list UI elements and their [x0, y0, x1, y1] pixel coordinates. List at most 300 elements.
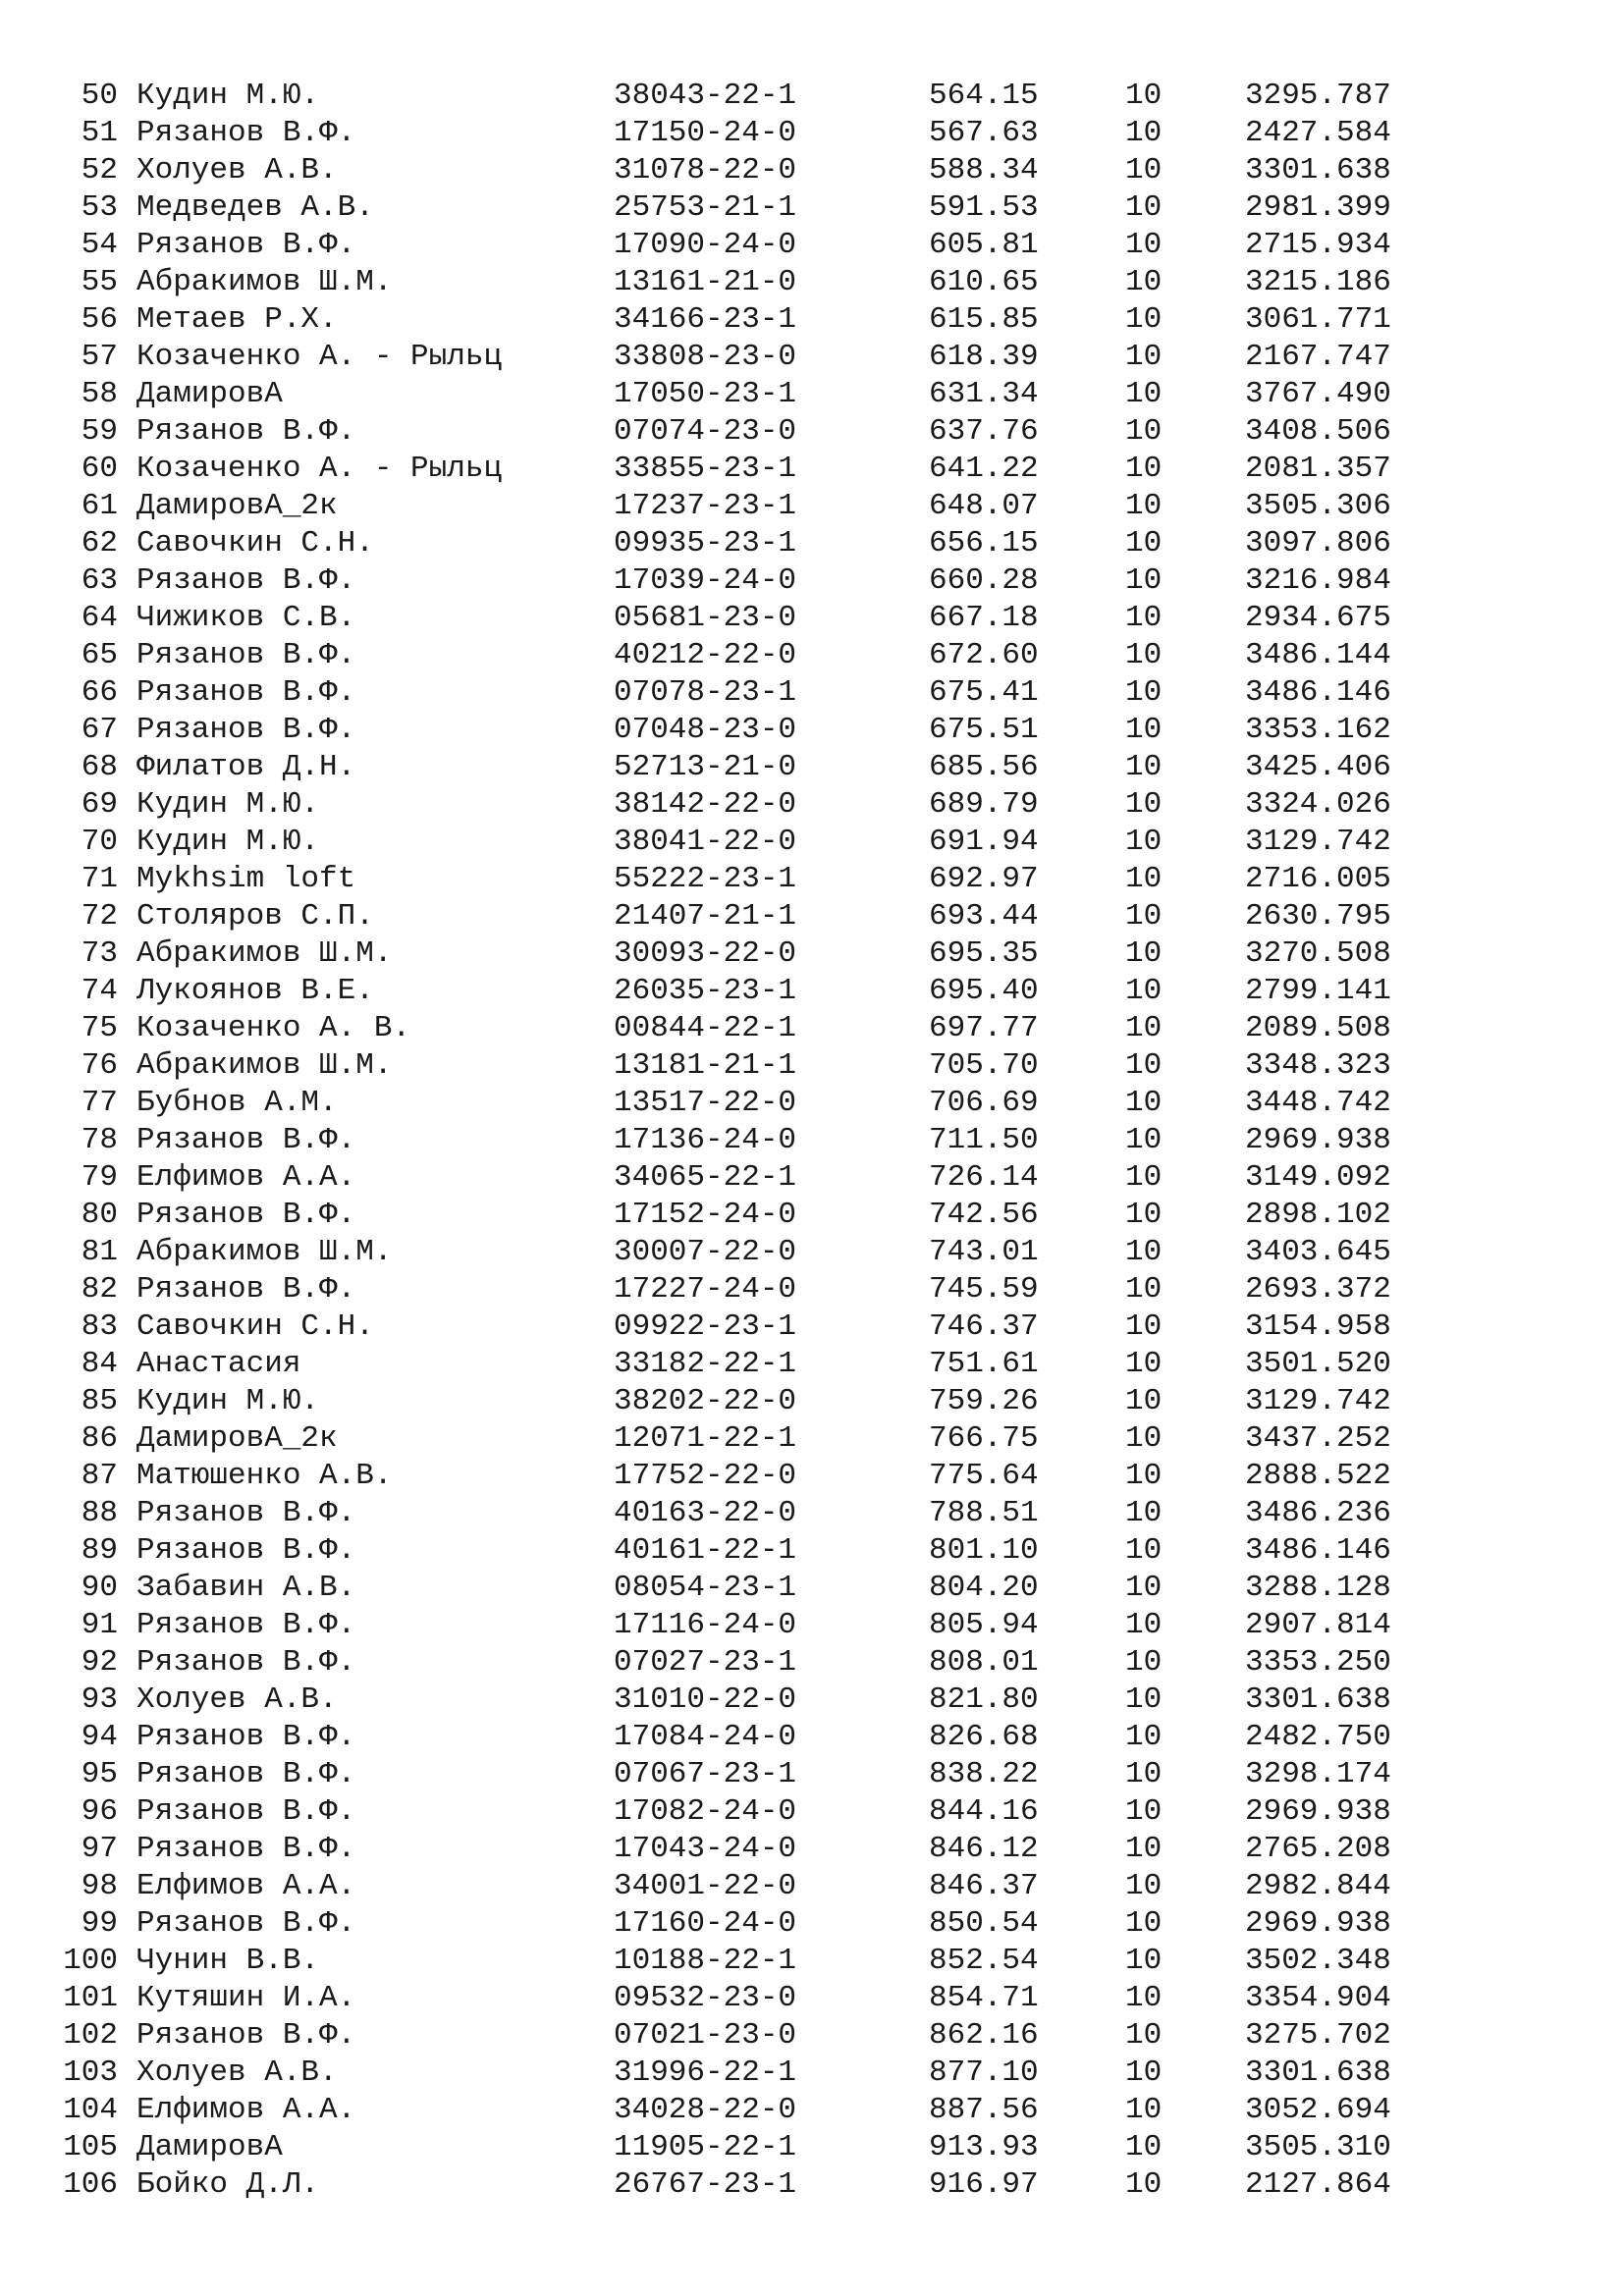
row-rank: 82: [81, 1272, 118, 1307]
list-item: [0, 674, 1624, 712]
row-count: 10: [1125, 974, 1163, 1008]
row-name: Чунин В.В.: [136, 1944, 320, 1978]
row-name: Абракимов Ш.М.: [136, 936, 393, 971]
row-rank: 85: [81, 1384, 118, 1418]
row-count: 10: [1125, 1944, 1163, 1978]
row-score: 3295.787: [1245, 79, 1391, 113]
row-count: 10: [1125, 1160, 1163, 1195]
row-time: 804.20: [929, 1571, 1039, 1605]
row-score: 2716.005: [1245, 862, 1391, 896]
row-time: 801.10: [929, 1533, 1039, 1568]
row-rank: 78: [81, 1123, 118, 1157]
row-score: 3505.310: [1245, 2130, 1391, 2164]
list-item: [0, 1234, 1624, 1271]
row-time: 726.14: [929, 1160, 1039, 1195]
row-name: Козаченко А. - Рыльц: [136, 452, 503, 486]
list-item: [0, 1197, 1624, 1234]
row-code: 52713-21-0: [614, 750, 797, 784]
row-name: Рязанов В.Ф.: [136, 1496, 356, 1530]
row-name: Рязанов В.Ф.: [136, 1608, 356, 1642]
row-code: 07027-23-1: [614, 1645, 797, 1680]
row-count: 10: [1125, 377, 1163, 411]
row-score: 3061.771: [1245, 302, 1391, 337]
row-score: 3301.638: [1245, 153, 1391, 187]
row-code: 31078-22-0: [614, 153, 797, 187]
row-time: 887.56: [929, 2093, 1039, 2127]
list-item: [0, 1085, 1624, 1122]
row-name: Бубнов А.М.: [136, 1086, 338, 1120]
row-name: Рязанов В.Ф.: [136, 563, 356, 598]
row-name: Елфимов А.А.: [136, 1160, 356, 1195]
row-name: Савочкин С.Н.: [136, 526, 374, 561]
row-name: Кудин М.Ю.: [136, 825, 320, 859]
row-count: 10: [1125, 675, 1163, 710]
row-count: 10: [1125, 228, 1163, 262]
row-time: 610.65: [929, 265, 1039, 299]
row-time: 844.16: [929, 1794, 1039, 1829]
row-code: 17116-24-0: [614, 1608, 797, 1642]
row-count: 10: [1125, 1421, 1163, 1456]
row-time: 615.85: [929, 302, 1039, 337]
row-time: 838.22: [929, 1757, 1039, 1791]
row-code: 38041-22-0: [614, 825, 797, 859]
row-score: 3408.506: [1245, 414, 1391, 449]
list-item: [0, 152, 1624, 189]
row-time: 648.07: [929, 489, 1039, 523]
row-rank: 54: [81, 228, 118, 262]
row-score: 3403.645: [1245, 1235, 1391, 1269]
row-count: 10: [1125, 899, 1163, 934]
list-item: [0, 562, 1624, 600]
row-code: 31010-22-0: [614, 1682, 797, 1717]
row-rank: 100: [63, 1944, 118, 1978]
row-name: Холуев А.В.: [136, 1682, 338, 1717]
row-code: 09935-23-1: [614, 526, 797, 561]
row-rank: 64: [81, 601, 118, 635]
row-rank: 95: [81, 1757, 118, 1791]
list-item: [0, 1719, 1624, 1756]
row-score: 3501.520: [1245, 1347, 1391, 1381]
row-time: 846.12: [929, 1832, 1039, 1866]
row-count: 10: [1125, 340, 1163, 374]
row-name: Филатов Д.Н.: [136, 750, 356, 784]
row-rank: 98: [81, 1869, 118, 1903]
row-code: 07074-23-0: [614, 414, 797, 449]
row-count: 10: [1125, 1682, 1163, 1717]
list-item: [0, 786, 1624, 824]
row-score: 2898.102: [1245, 1198, 1391, 1232]
row-count: 10: [1125, 1757, 1163, 1791]
row-rank: 80: [81, 1198, 118, 1232]
row-rank: 50: [81, 79, 118, 113]
row-time: 689.79: [929, 787, 1039, 822]
row-rank: 76: [81, 1048, 118, 1083]
row-name: Козаченко А. В.: [136, 1011, 411, 1045]
list-item: [0, 2166, 1624, 2204]
list-item: [0, 488, 1624, 525]
row-time: 695.35: [929, 936, 1039, 971]
list-item: [0, 1010, 1624, 1047]
row-score: 2715.934: [1245, 228, 1391, 262]
row-score: 3437.252: [1245, 1421, 1391, 1456]
row-name: Кудин М.Ю.: [136, 1384, 320, 1418]
row-score: 3486.236: [1245, 1496, 1391, 1530]
row-rank: 57: [81, 340, 118, 374]
row-name: Рязанов В.Ф.: [136, 1198, 356, 1232]
row-count: 10: [1125, 2018, 1163, 2053]
list-item: [0, 935, 1624, 973]
row-score: 3275.702: [1245, 2018, 1391, 2053]
row-time: 705.70: [929, 1048, 1039, 1083]
list-item: [0, 413, 1624, 451]
row-score: 2765.208: [1245, 1832, 1391, 1866]
list-item: [0, 1383, 1624, 1420]
row-rank: 89: [81, 1533, 118, 1568]
row-name: Абракимов Ш.М.: [136, 1235, 393, 1269]
row-name: Холуев А.В.: [136, 2056, 338, 2090]
row-count: 10: [1125, 265, 1163, 299]
list-item: [0, 264, 1624, 301]
row-score: 2907.814: [1245, 1608, 1391, 1642]
row-score: 2969.938: [1245, 1906, 1391, 1941]
row-code: 05681-23-0: [614, 601, 797, 635]
row-time: 826.68: [929, 1720, 1039, 1754]
row-time: 862.16: [929, 2018, 1039, 2053]
row-time: 742.56: [929, 1198, 1039, 1232]
row-code: 17237-23-1: [614, 489, 797, 523]
row-score: 3348.323: [1245, 1048, 1391, 1083]
row-name: ДамировА: [136, 2130, 283, 2164]
row-score: 2934.675: [1245, 601, 1391, 635]
list-item: [0, 1047, 1624, 1085]
row-score: 3215.186: [1245, 265, 1391, 299]
row-code: 34001-22-0: [614, 1869, 797, 1903]
row-rank: 73: [81, 936, 118, 971]
row-rank: 105: [63, 2130, 118, 2164]
row-rank: 96: [81, 1794, 118, 1829]
list-item: [0, 78, 1624, 115]
row-name: ДамировА_2к: [136, 1421, 338, 1456]
row-rank: 86: [81, 1421, 118, 1456]
row-score: 3425.406: [1245, 750, 1391, 784]
row-time: 618.39: [929, 340, 1039, 374]
row-count: 10: [1125, 862, 1163, 896]
row-count: 10: [1125, 414, 1163, 449]
row-count: 10: [1125, 526, 1163, 561]
row-time: 692.97: [929, 862, 1039, 896]
row-count: 10: [1125, 1123, 1163, 1157]
row-time: 808.01: [929, 1645, 1039, 1680]
row-time: 697.77: [929, 1011, 1039, 1045]
row-count: 10: [1125, 1869, 1163, 1903]
row-score: 2167.747: [1245, 340, 1391, 374]
row-score: 3288.128: [1245, 1571, 1391, 1605]
row-rank: 101: [63, 1981, 118, 2015]
row-code: 13181-21-1: [614, 1048, 797, 1083]
row-code: 17150-24-0: [614, 116, 797, 150]
row-count: 10: [1125, 1571, 1163, 1605]
row-name: Рязанов В.Ф.: [136, 414, 356, 449]
row-code: 38202-22-0: [614, 1384, 797, 1418]
row-code: 17082-24-0: [614, 1794, 797, 1829]
row-score: 3154.958: [1245, 1309, 1391, 1344]
row-rank: 87: [81, 1459, 118, 1493]
row-code: 10188-22-1: [614, 1944, 797, 1978]
list-item: [0, 2129, 1624, 2166]
row-name: Рязанов В.Ф.: [136, 1906, 356, 1941]
row-time: 852.54: [929, 1944, 1039, 1978]
row-rank: 68: [81, 750, 118, 784]
row-rank: 88: [81, 1496, 118, 1530]
row-name: Лукоянов В.Е.: [136, 974, 374, 1008]
row-count: 10: [1125, 1198, 1163, 1232]
row-code: 13161-21-0: [614, 265, 797, 299]
row-score: 2127.864: [1245, 2167, 1391, 2202]
row-rank: 81: [81, 1235, 118, 1269]
list-item: [0, 525, 1624, 562]
row-code: 40212-22-0: [614, 638, 797, 672]
row-score: 3301.638: [1245, 1682, 1391, 1717]
row-name: Забавин А.В.: [136, 1571, 356, 1605]
row-score: 3767.490: [1245, 377, 1391, 411]
list-item: [0, 1159, 1624, 1197]
row-code: 17043-24-0: [614, 1832, 797, 1866]
row-count: 10: [1125, 750, 1163, 784]
row-count: 10: [1125, 1048, 1163, 1083]
row-count: 10: [1125, 2056, 1163, 2090]
list-item: [0, 1868, 1624, 1905]
row-score: 3353.250: [1245, 1645, 1391, 1680]
row-time: 916.97: [929, 2167, 1039, 2202]
list-item: [0, 1943, 1624, 1980]
row-name: Рязанов В.Ф.: [136, 713, 356, 747]
row-code: 38043-22-1: [614, 79, 797, 113]
row-score: 2982.844: [1245, 1869, 1391, 1903]
row-rank: 67: [81, 713, 118, 747]
list-item: [0, 2092, 1624, 2129]
row-time: 746.37: [929, 1309, 1039, 1344]
row-count: 10: [1125, 190, 1163, 225]
list-item: [0, 861, 1624, 898]
row-time: 675.51: [929, 713, 1039, 747]
list-item: [0, 1905, 1624, 1943]
row-time: 805.94: [929, 1608, 1039, 1642]
row-score: 2427.584: [1245, 116, 1391, 150]
row-count: 10: [1125, 452, 1163, 486]
row-score: 2969.938: [1245, 1794, 1391, 1829]
row-code: 55222-23-1: [614, 862, 797, 896]
row-count: 10: [1125, 1645, 1163, 1680]
row-code: 17752-22-0: [614, 1459, 797, 1493]
row-name: Рязанов В.Ф.: [136, 675, 356, 710]
row-rank: 53: [81, 190, 118, 225]
list-item: [0, 1980, 1624, 2017]
row-name: Абракимов Ш.М.: [136, 265, 393, 299]
list-item: [0, 1682, 1624, 1719]
row-count: 10: [1125, 638, 1163, 672]
row-name: Рязанов В.Ф.: [136, 1272, 356, 1307]
row-rank: 69: [81, 787, 118, 822]
list-item: [0, 1831, 1624, 1868]
row-name: Кутяшин И.А.: [136, 1981, 356, 2015]
list-item: [0, 1308, 1624, 1346]
row-count: 10: [1125, 1309, 1163, 1344]
row-count: 10: [1125, 1981, 1163, 2015]
row-name: Столяров С.П.: [136, 899, 374, 934]
row-code: 21407-21-1: [614, 899, 797, 934]
row-code: 31996-22-1: [614, 2056, 797, 2090]
list-item: [0, 227, 1624, 264]
row-name: Медведев А.В.: [136, 190, 374, 225]
row-name: Рязанов В.Ф.: [136, 1832, 356, 1866]
row-code: 07067-23-1: [614, 1757, 797, 1791]
list-item: [0, 973, 1624, 1010]
row-name: Абракимов Ш.М.: [136, 1048, 393, 1083]
row-rank: 71: [81, 862, 118, 896]
row-code: 07021-23-0: [614, 2018, 797, 2053]
row-name: Кудин М.Ю.: [136, 787, 320, 822]
row-name: Рязанов В.Ф.: [136, 1720, 356, 1754]
row-name: Савочкин С.Н.: [136, 1309, 374, 1344]
row-code: 17050-23-1: [614, 377, 797, 411]
row-rank: 72: [81, 899, 118, 934]
list-item: [0, 1793, 1624, 1831]
row-code: 25753-21-1: [614, 190, 797, 225]
row-code: 34065-22-1: [614, 1160, 797, 1195]
row-rank: 52: [81, 153, 118, 187]
list-item: [0, 1495, 1624, 1532]
row-score: 3505.306: [1245, 489, 1391, 523]
row-code: 33182-22-1: [614, 1347, 797, 1381]
row-score: 2981.399: [1245, 190, 1391, 225]
row-score: 3448.742: [1245, 1086, 1391, 1120]
row-count: 10: [1125, 936, 1163, 971]
row-count: 10: [1125, 1720, 1163, 1754]
row-rank: 77: [81, 1086, 118, 1120]
row-score: 3097.806: [1245, 526, 1391, 561]
list-item: [0, 749, 1624, 786]
row-rank: 83: [81, 1309, 118, 1344]
row-count: 10: [1125, 1906, 1163, 1941]
row-code: 17039-24-0: [614, 563, 797, 598]
row-score: 3324.026: [1245, 787, 1391, 822]
row-name: ДамировА_2к: [136, 489, 338, 523]
list-item: [0, 1122, 1624, 1159]
row-score: 2888.522: [1245, 1459, 1391, 1493]
row-score: 2081.357: [1245, 452, 1391, 486]
row-code: 40161-22-1: [614, 1533, 797, 1568]
row-score: 3129.742: [1245, 1384, 1391, 1418]
row-time: 877.10: [929, 2056, 1039, 2090]
row-score: 3149.092: [1245, 1160, 1391, 1195]
row-time: 706.69: [929, 1086, 1039, 1120]
row-rank: 79: [81, 1160, 118, 1195]
row-rank: 92: [81, 1645, 118, 1680]
row-rank: 51: [81, 116, 118, 150]
row-score: 2693.372: [1245, 1272, 1391, 1307]
row-count: 10: [1125, 1347, 1163, 1381]
list-item: [0, 1644, 1624, 1682]
row-rank: 94: [81, 1720, 118, 1754]
row-count: 10: [1125, 1272, 1163, 1307]
row-time: 656.15: [929, 526, 1039, 561]
row-time: 672.60: [929, 638, 1039, 672]
row-time: 743.01: [929, 1235, 1039, 1269]
list-item: [0, 1570, 1624, 1607]
row-rank: 65: [81, 638, 118, 672]
row-time: 675.41: [929, 675, 1039, 710]
row-time: 775.64: [929, 1459, 1039, 1493]
row-count: 10: [1125, 2130, 1163, 2164]
row-code: 09532-23-0: [614, 1981, 797, 2015]
row-code: 11905-22-1: [614, 2130, 797, 2164]
row-rank: 62: [81, 526, 118, 561]
row-time: 766.75: [929, 1421, 1039, 1456]
row-count: 10: [1125, 302, 1163, 337]
list-item: [0, 451, 1624, 488]
row-rank: 70: [81, 825, 118, 859]
row-rank: 84: [81, 1347, 118, 1381]
list-item: [0, 637, 1624, 674]
row-code: 33808-23-0: [614, 340, 797, 374]
list-item: [0, 1532, 1624, 1570]
row-name: Матюшенко А.В.: [136, 1459, 393, 1493]
row-time: 660.28: [929, 563, 1039, 598]
list-item: [0, 1458, 1624, 1495]
row-time: 711.50: [929, 1123, 1039, 1157]
row-rank: 59: [81, 414, 118, 449]
row-name: Рязанов В.Ф.: [136, 1123, 356, 1157]
list-item: [0, 1346, 1624, 1383]
row-time: 850.54: [929, 1906, 1039, 1941]
row-name: Рязанов В.Ф.: [136, 1645, 356, 1680]
row-code: 17160-24-0: [614, 1906, 797, 1941]
row-time: 567.63: [929, 116, 1039, 150]
row-score: 3298.174: [1245, 1757, 1391, 1791]
row-code: 38142-22-0: [614, 787, 797, 822]
row-code: 26035-23-1: [614, 974, 797, 1008]
list-item: [0, 898, 1624, 935]
row-time: 693.44: [929, 899, 1039, 934]
list-item: [0, 189, 1624, 227]
row-code: 12071-22-1: [614, 1421, 797, 1456]
list-item: [0, 824, 1624, 861]
row-rank: 74: [81, 974, 118, 1008]
row-score: 3486.144: [1245, 638, 1391, 672]
list-item: [0, 339, 1624, 376]
row-count: 10: [1125, 713, 1163, 747]
row-name: Козаченко А. - Рыльц: [136, 340, 503, 374]
list-item: [0, 376, 1624, 413]
row-name: Mykhsim loft: [136, 862, 356, 896]
row-time: 745.59: [929, 1272, 1039, 1307]
row-score: 2630.795: [1245, 899, 1391, 934]
row-code: 17227-24-0: [614, 1272, 797, 1307]
row-time: 788.51: [929, 1496, 1039, 1530]
row-time: 667.18: [929, 601, 1039, 635]
row-name: Рязанов В.Ф.: [136, 228, 356, 262]
row-time: 846.37: [929, 1869, 1039, 1903]
row-time: 685.56: [929, 750, 1039, 784]
row-count: 10: [1125, 1533, 1163, 1568]
row-count: 10: [1125, 79, 1163, 113]
row-rank: 60: [81, 452, 118, 486]
row-time: 591.53: [929, 190, 1039, 225]
row-score: 3353.162: [1245, 713, 1391, 747]
row-code: 17084-24-0: [614, 1720, 797, 1754]
list-item: [0, 600, 1624, 637]
row-rank: 99: [81, 1906, 118, 1941]
